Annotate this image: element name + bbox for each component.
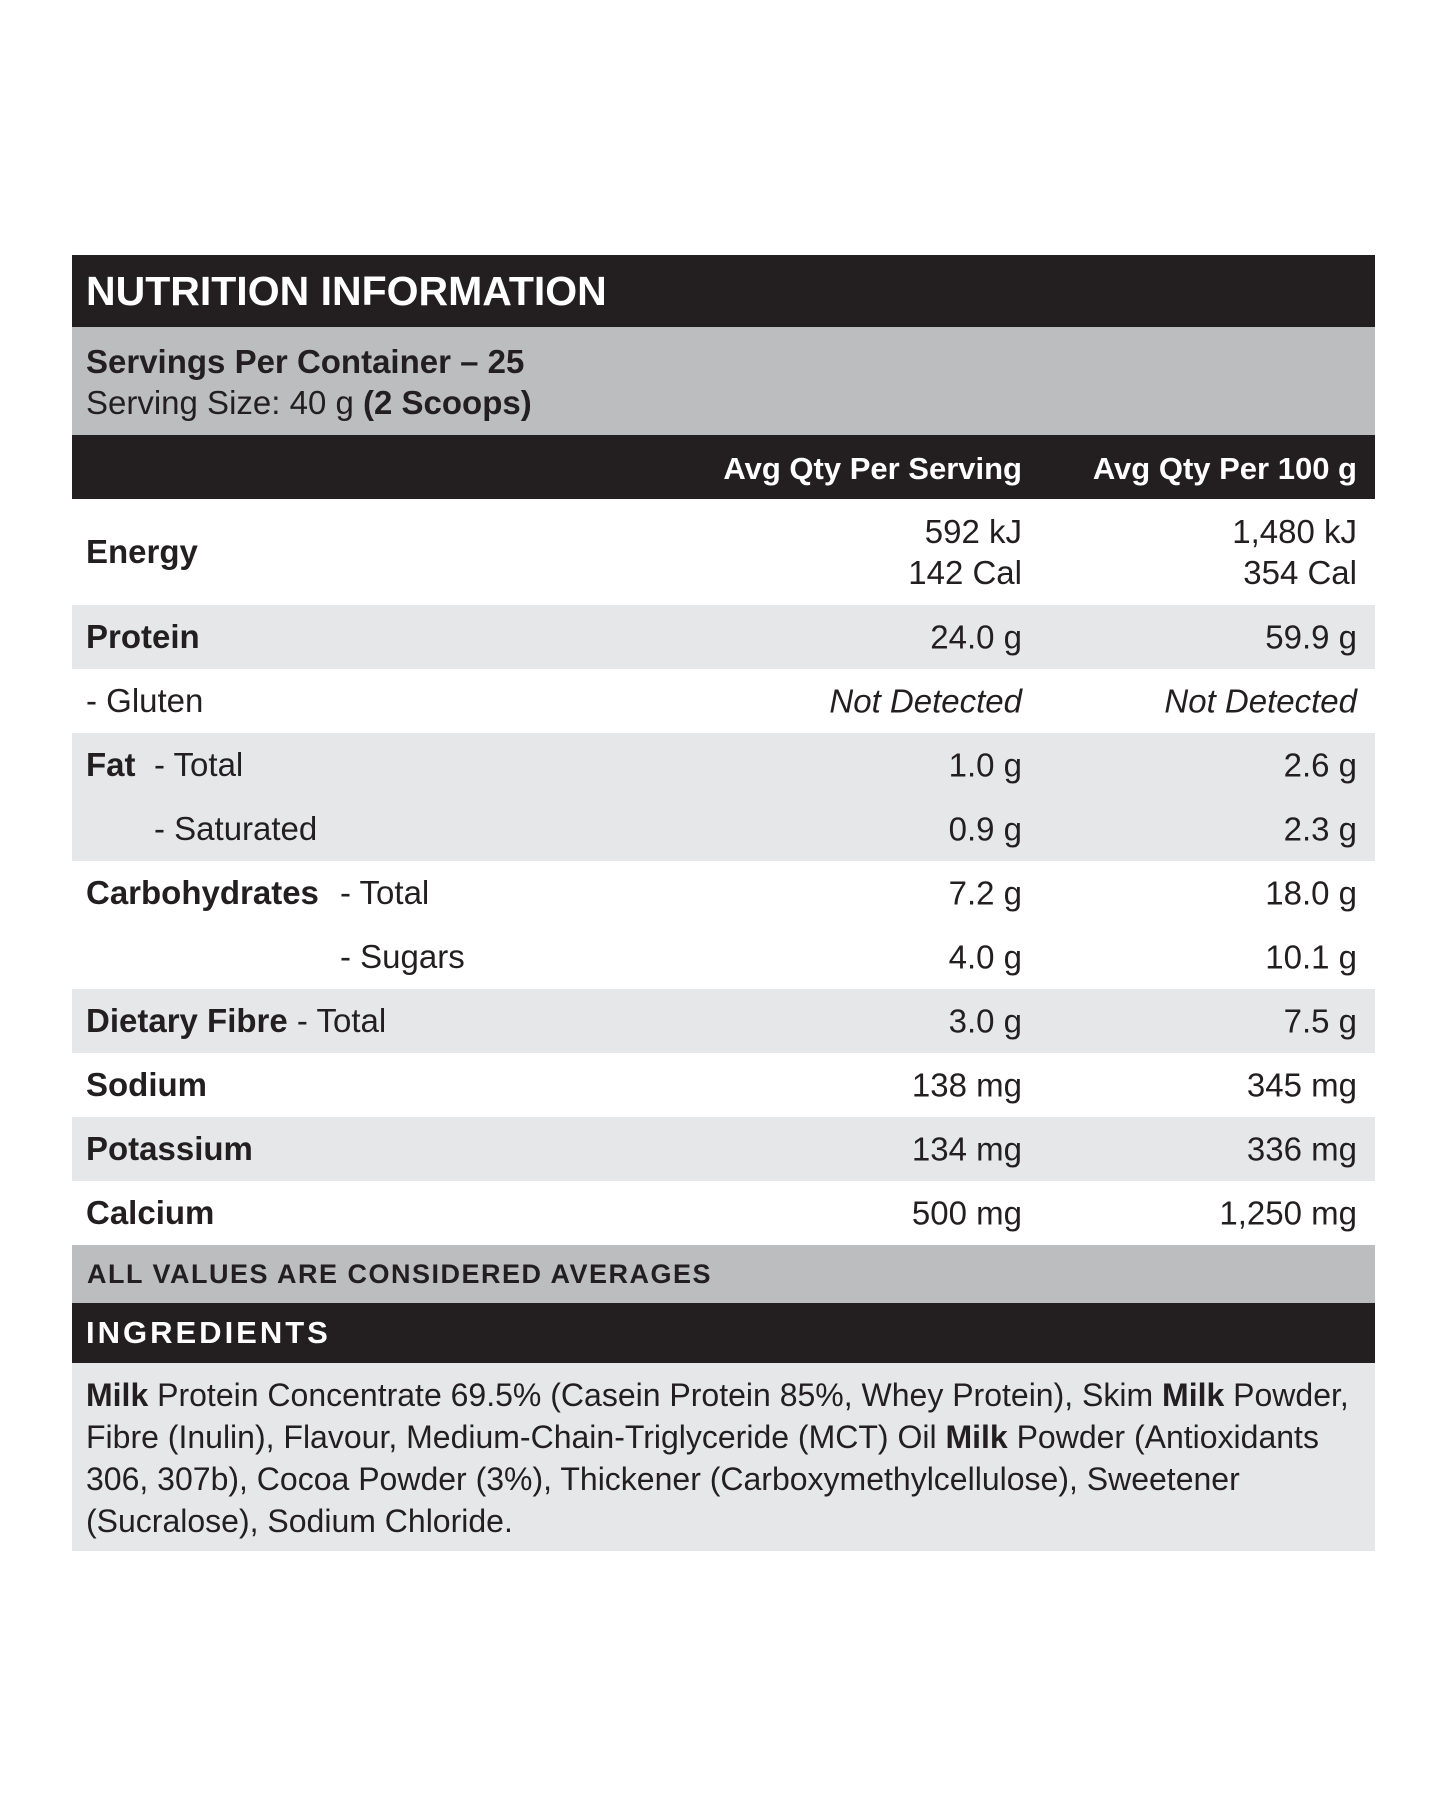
row-energy <box>72 499 1375 605</box>
row-fat-total <box>72 733 1375 797</box>
row-sodium <box>72 1053 1375 1117</box>
header-per-100g: Avg Qty Per 100 g <box>1092 451 1357 486</box>
column-headers <box>72 435 1375 499</box>
row-sugars <box>72 925 1375 989</box>
ingredient-milk-1: Milk <box>86 1377 149 1413</box>
row-fat-saturated <box>72 797 1375 861</box>
row-potassium <box>72 1117 1375 1181</box>
potassium-label: Potassium <box>86 1130 253 1167</box>
gluten-label: - Gluten <box>86 682 204 719</box>
energy-serving-cal: 142 Cal <box>908 554 1022 591</box>
fat-label: Fat <box>86 746 136 783</box>
row-gluten <box>72 669 1375 733</box>
gluten-per-100g: Not Detected <box>1164 682 1357 720</box>
carbohydrates-total-per-serving: 7.2 g <box>948 874 1022 912</box>
ingredients-text-1: Protein Concentrate 69.5% (Casein Protein 85%, Whey Protein), Skim <box>148 1377 1163 1413</box>
ingredients-text <box>72 1363 1375 1551</box>
serving-size <box>86 382 1375 423</box>
carbohydrates-total-per-100g: 18.0 g <box>1265 874 1357 912</box>
energy-per-serving <box>908 511 1022 593</box>
energy-label: Energy <box>86 533 198 570</box>
fibre-label: Dietary Fibre <box>86 1002 288 1039</box>
energy-serving-kj: 592 kJ <box>924 513 1022 550</box>
sodium-per-100g: 345 mg <box>1246 1066 1357 1104</box>
fat-saturated-per-serving: 0.9 g <box>948 810 1022 848</box>
row-carbohydrates-total <box>72 861 1375 925</box>
ingredient-milk-3: Milk <box>945 1419 1008 1455</box>
potassium-per-serving: 134 mg <box>911 1130 1022 1168</box>
fibre-per-100g: 7.5 g <box>1283 1002 1357 1040</box>
calcium-per-serving: 500 mg <box>911 1194 1022 1232</box>
ingredients-text-2: Powder, Fibre (Inulin), Flavour, Medium-Chain-Triglyceride (MCT) Oil <box>86 1377 1349 1455</box>
calcium-label: Calcium <box>86 1194 215 1231</box>
servings-info <box>72 327 1375 435</box>
sodium-label: Sodium <box>86 1066 207 1103</box>
fat-total-per-100g: 2.6 g <box>1283 746 1357 784</box>
servings-per-container: Servings Per Container – 25 <box>86 343 525 380</box>
energy-per-100g <box>1232 511 1357 593</box>
row-calcium <box>72 1181 1375 1245</box>
fat-total-sub: - Total <box>154 746 244 783</box>
averages-note: ALL VALUES ARE CONSIDERED AVERAGES <box>72 1245 1375 1303</box>
fat-saturated-per-100g: 2.3 g <box>1283 810 1357 848</box>
sodium-per-serving: 138 mg <box>911 1066 1022 1104</box>
fibre-total-sub: - Total <box>287 1002 387 1039</box>
ingredient-milk-2: Milk <box>1162 1377 1225 1413</box>
row-dietary-fibre <box>72 989 1375 1053</box>
fat-saturated-sub: - Saturated <box>154 810 318 847</box>
ingredients-heading: INGREDIENTS <box>72 1303 1375 1363</box>
protein-label: Protein <box>86 618 200 655</box>
header-per-serving: Avg Qty Per Serving <box>723 451 1022 486</box>
protein-per-serving: 24.0 g <box>930 618 1022 656</box>
fat-total-per-serving: 1.0 g <box>948 746 1022 784</box>
serving-size-prefix: Serving Size: 40 g <box>86 384 363 421</box>
nutrition-title: NUTRITION INFORMATION <box>72 255 1375 327</box>
energy-100g-cal: 354 Cal <box>1243 554 1357 591</box>
nutrition-panel <box>72 255 1375 1551</box>
row-protein <box>72 605 1375 669</box>
sugars-sub: - Sugars <box>340 938 465 975</box>
carbohydrates-total-sub: - Total <box>340 874 430 911</box>
sugars-per-serving: 4.0 g <box>948 938 1022 976</box>
potassium-per-100g: 336 mg <box>1246 1130 1357 1168</box>
ingredients-text-3: Powder (Antioxidants 306, 307b), Cocoa Powder (3%), Thickener (Carboxymethylcellulose), Sweetener (Sucralose), Sodium Chloride. <box>86 1419 1319 1539</box>
protein-per-100g: 59.9 g <box>1265 618 1357 656</box>
calcium-per-100g: 1,250 mg <box>1219 1194 1357 1232</box>
fibre-per-serving: 3.0 g <box>948 1002 1022 1040</box>
sugars-per-100g: 10.1 g <box>1265 938 1357 976</box>
energy-100g-kj: 1,480 kJ <box>1232 513 1357 550</box>
gluten-per-serving: Not Detected <box>829 682 1022 720</box>
carbohydrates-label: Carbohydrates <box>86 874 319 911</box>
serving-size-scoops: (2 Scoops) <box>363 384 532 421</box>
